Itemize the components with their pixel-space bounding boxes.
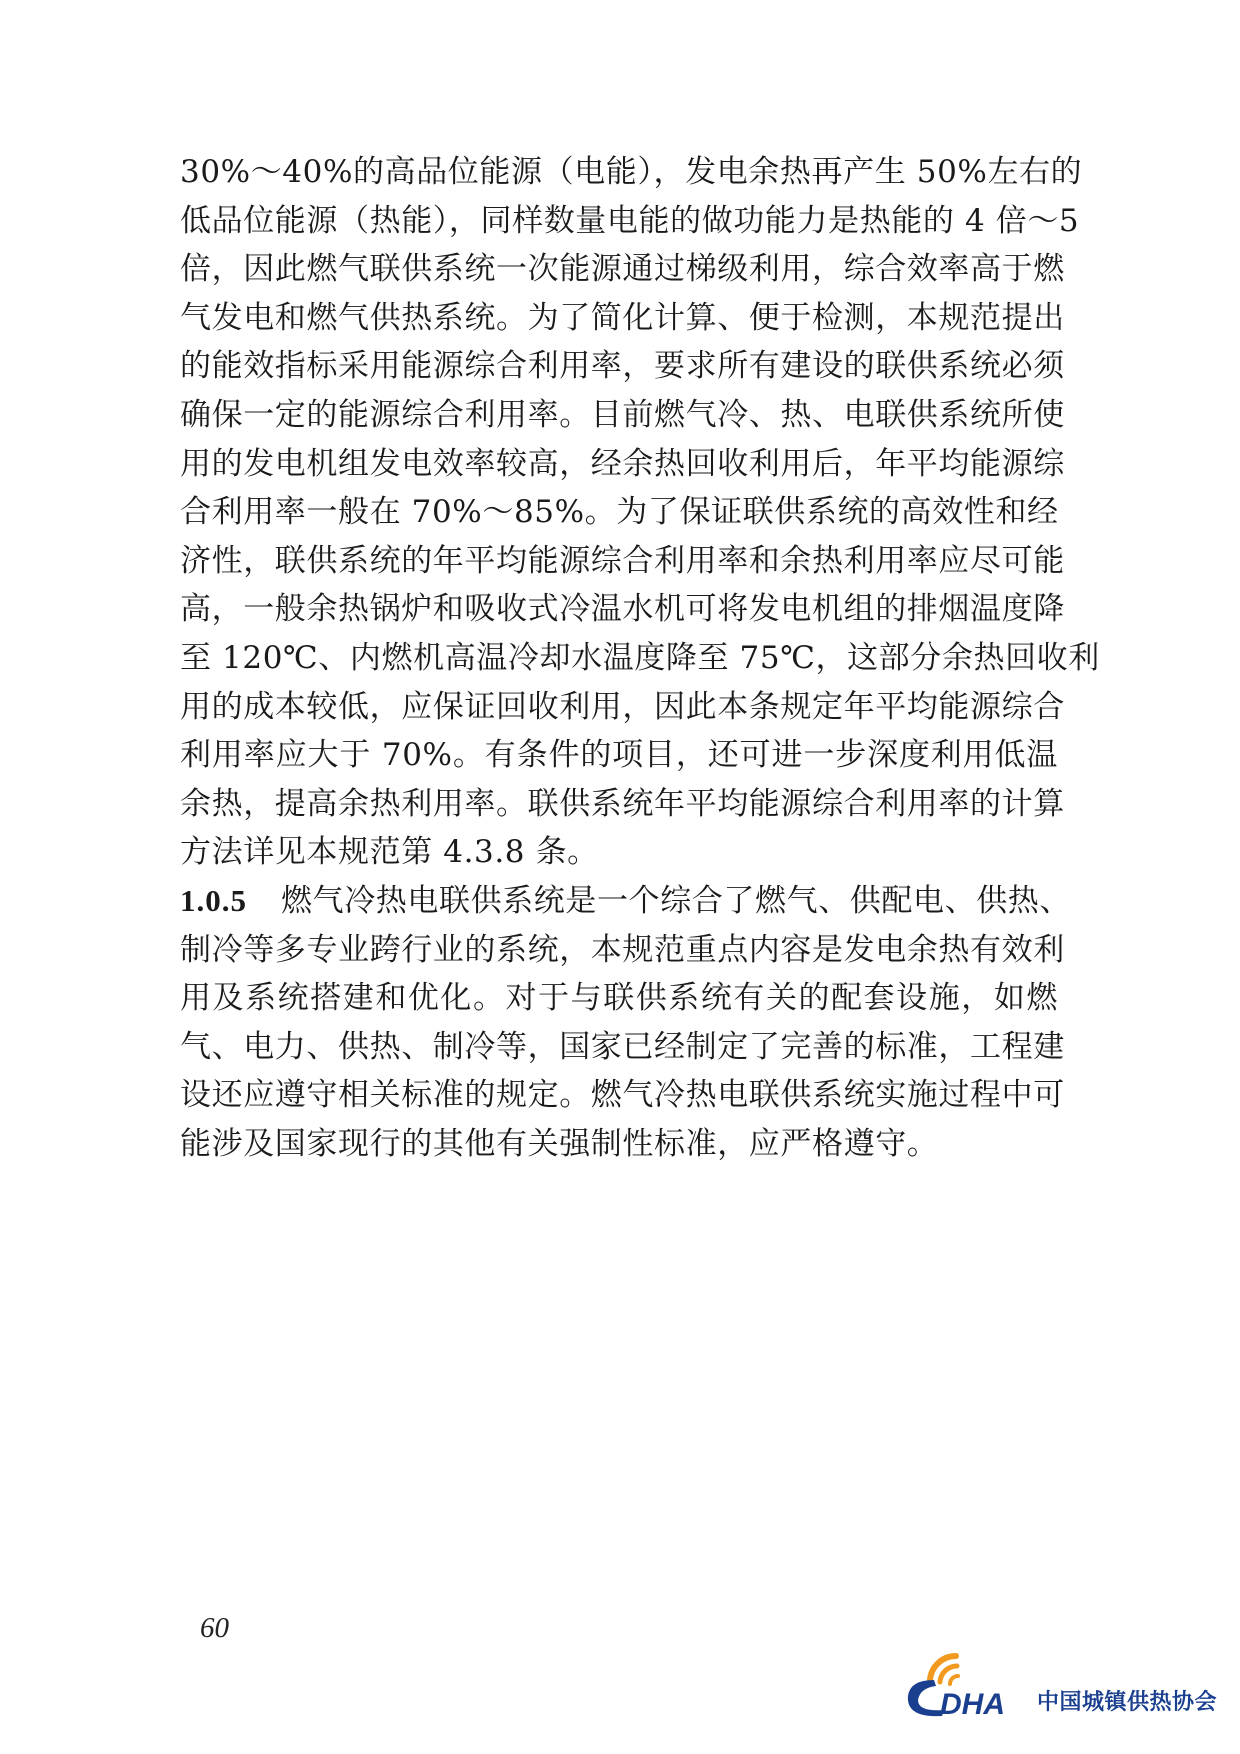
logo-letters: DHA xyxy=(940,1688,1005,1720)
clause-first-line-text: 燃气冷热电联供系统是一个综合了燃气、供配电、供热、 xyxy=(281,882,1071,919)
text-line: 方法详见本规范第 4.3.8 条。 xyxy=(180,834,599,871)
text-line: 用及系统搭建和优化。对于与联供系统有关的配套设施，如燃 xyxy=(180,980,1058,1017)
text-line: 气发电和燃气供热系统。为了简化计算、便于检测，本规范提出 xyxy=(180,299,1065,336)
text-line: 30%～40%的高品位能源（电能），发电余热再产生 50%左右的 xyxy=(180,154,1083,190)
text-line: 用的发电机组发电效率较高，经余热回收利用后，年平均能源综 xyxy=(180,445,1065,482)
text-line: 济性，联供系统的年平均能源综合利用率和余热利用率应尽可能 xyxy=(180,542,1065,579)
text-line: 合利用率一般在 70%～85%。为了保证联供系统的高效性和经 xyxy=(180,494,1059,531)
cdha-logo xyxy=(900,1650,1220,1720)
text-line: 能涉及国家现行的其他有关强制性标准，应严格遵守。 xyxy=(180,1125,939,1162)
text-line: 用的成本较低，应保证回收利用，因此本条规定年平均能源综合 xyxy=(180,688,1065,725)
text-line: 设还应遵守相关标准的规定。燃气冷热电联供系统实施过程中可 xyxy=(180,1077,1065,1114)
page-number: 60 xyxy=(200,1612,229,1644)
body-text xyxy=(180,148,1100,1168)
cdha-logo-icon xyxy=(900,1650,1030,1720)
text-line: 至 120℃、内燃机高温冷却水温度降至 75℃，这部分余热回收利 xyxy=(180,639,1100,676)
clause-first-line xyxy=(180,877,1071,926)
organization-name: 中国城镇供热协会 xyxy=(1037,1690,1218,1715)
text-line: 倍，因此燃气联供系统一次能源通过梯级利用，综合效率高于燃 xyxy=(180,251,1065,288)
text-line: 气、电力、供热、制冷等，国家已经制定了完善的标准，工程建 xyxy=(180,1028,1065,1065)
text-line: 余热，提高余热利用率。联供系统年平均能源综合利用率的计算 xyxy=(180,785,1065,822)
text-line: 高，一般余热锅炉和吸收式冷温水机可将发电机组的排烟温度降 xyxy=(180,591,1065,628)
clause-number: 1.0.5 xyxy=(180,882,247,918)
text-line: 制冷等多专业跨行业的系统，本规范重点内容是发电余热有效利 xyxy=(180,931,1065,968)
text-line: 确保一定的能源综合利用率。目前燃气冷、热、电联供系统所使 xyxy=(180,396,1065,433)
text-line: 利用率应大于 70%。有条件的项目，还可进一步深度利用低温 xyxy=(180,737,1058,774)
text-line: 低品位能源（热能），同样数量电能的做功能力是热能的 4 倍～5 xyxy=(180,202,1080,239)
text-line: 的能效指标采用能源综合利用率，要求所有建设的联供系统必须 xyxy=(180,348,1065,385)
